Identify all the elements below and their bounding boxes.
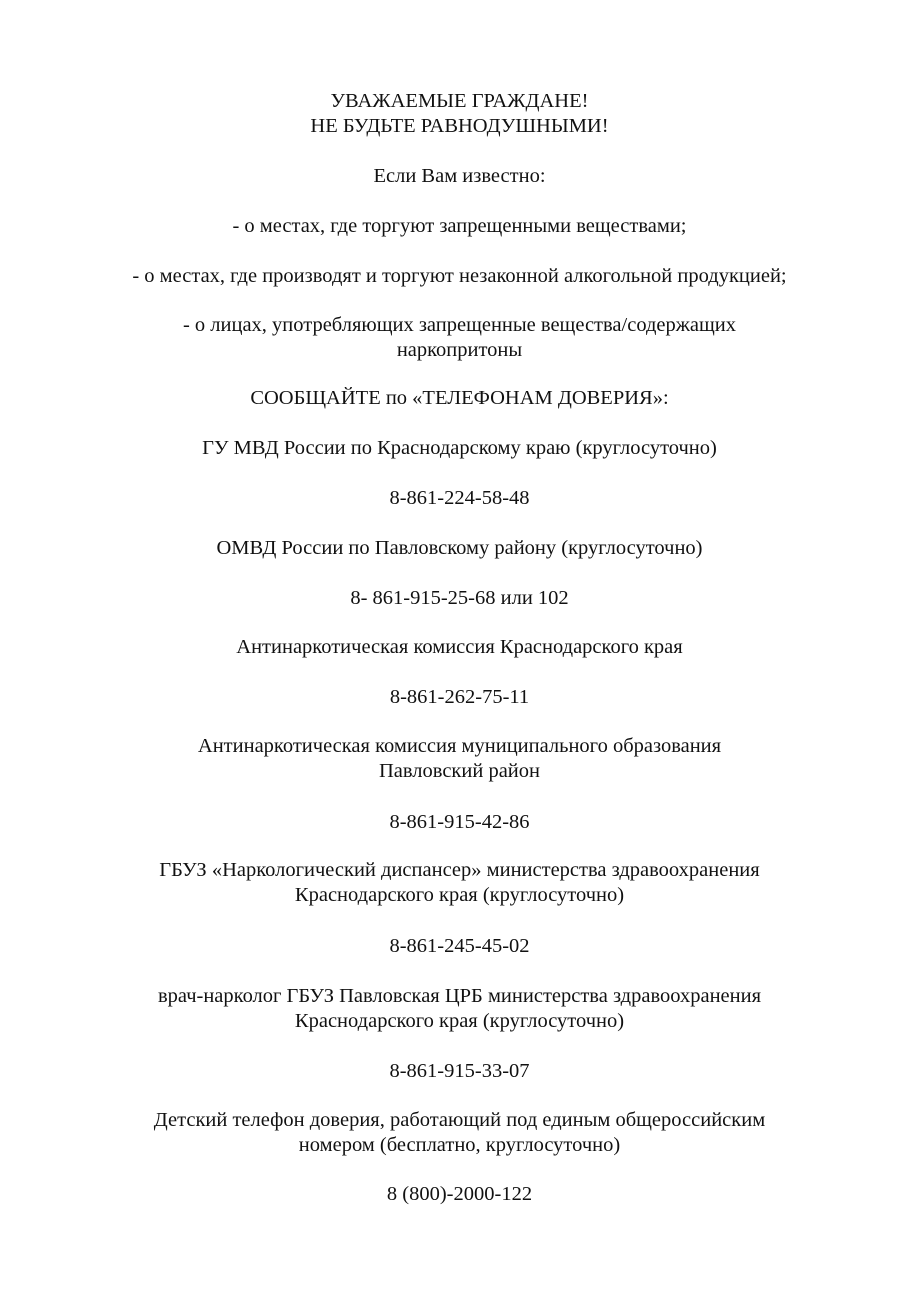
list-item-line-2: наркопритоны bbox=[396, 339, 523, 361]
heading-line-2: НЕ БУДЬТЕ РАВНОДУШНЫМИ! bbox=[310, 115, 609, 137]
contact-phone: 8 (800)-2000-122 bbox=[386, 1183, 533, 1205]
contact-phone: 8-861-224-58-48 bbox=[389, 487, 530, 509]
contact-organization-line-1: врач-нарколог ГБУЗ Павловская ЦРБ министерства здравоохранения bbox=[157, 985, 762, 1007]
contact-phone: 8-861-245-45-02 bbox=[389, 935, 530, 957]
contact-organization-line-2: номером (бесплатно, круглосуточно) bbox=[298, 1134, 621, 1156]
contact-organization-line-1: Детский телефон доверия, работающий под единым общероссийским bbox=[153, 1109, 766, 1131]
list-item: - о местах, где производят и торгуют незаконной алкогольной продукцией; bbox=[132, 265, 787, 287]
contact-organization bbox=[0, 858, 919, 908]
contact-organization-line-1: ГБУЗ «Наркологический диспансер» министерства здравоохранения bbox=[159, 859, 760, 881]
list-item-line-1: - о лицах, употребляющих запрещенные вещества/содержащих bbox=[182, 314, 737, 336]
intro-text: Если Вам известно: bbox=[373, 165, 546, 187]
contact-organization: ГУ МВД России по Краснодарскому краю (круглосуточно) bbox=[202, 437, 717, 459]
list-item: - о местах, где торгуют запрещенными веществами; bbox=[232, 215, 687, 237]
contact-organization bbox=[0, 984, 919, 1034]
list-item bbox=[0, 313, 919, 363]
contact-organization: ОМВД России по Павловскому району (круглосуточно) bbox=[216, 537, 703, 559]
contact-organization bbox=[0, 734, 919, 784]
contact-organization: Антинаркотическая комиссия Краснодарского края bbox=[236, 636, 683, 658]
contact-organization-line-2: Краснодарского края (круглосуточно) bbox=[294, 1010, 625, 1032]
call-to-action: СООБЩАЙТЕ по «ТЕЛЕФОНАМ ДОВЕРИЯ»: bbox=[250, 387, 669, 409]
contact-organization-line-1: Антинаркотическая комиссия муниципального образования bbox=[197, 735, 722, 757]
heading bbox=[0, 89, 919, 139]
contact-phone: 8- 861-915-25-68 или 102 bbox=[350, 587, 569, 609]
contact-organization-line-2: Краснодарского края (круглосуточно) bbox=[294, 884, 625, 906]
contact-organization-line-2: Павловский район bbox=[378, 760, 541, 782]
contact-phone: 8-861-915-42-86 bbox=[389, 811, 530, 833]
contact-phone: 8-861-915-33-07 bbox=[389, 1060, 530, 1082]
contact-phone: 8-861-262-75-11 bbox=[389, 686, 530, 708]
heading-line-1: УВАЖАЕМЫЕ ГРАЖДАНЕ! bbox=[330, 90, 589, 112]
contact-organization bbox=[0, 1108, 919, 1158]
